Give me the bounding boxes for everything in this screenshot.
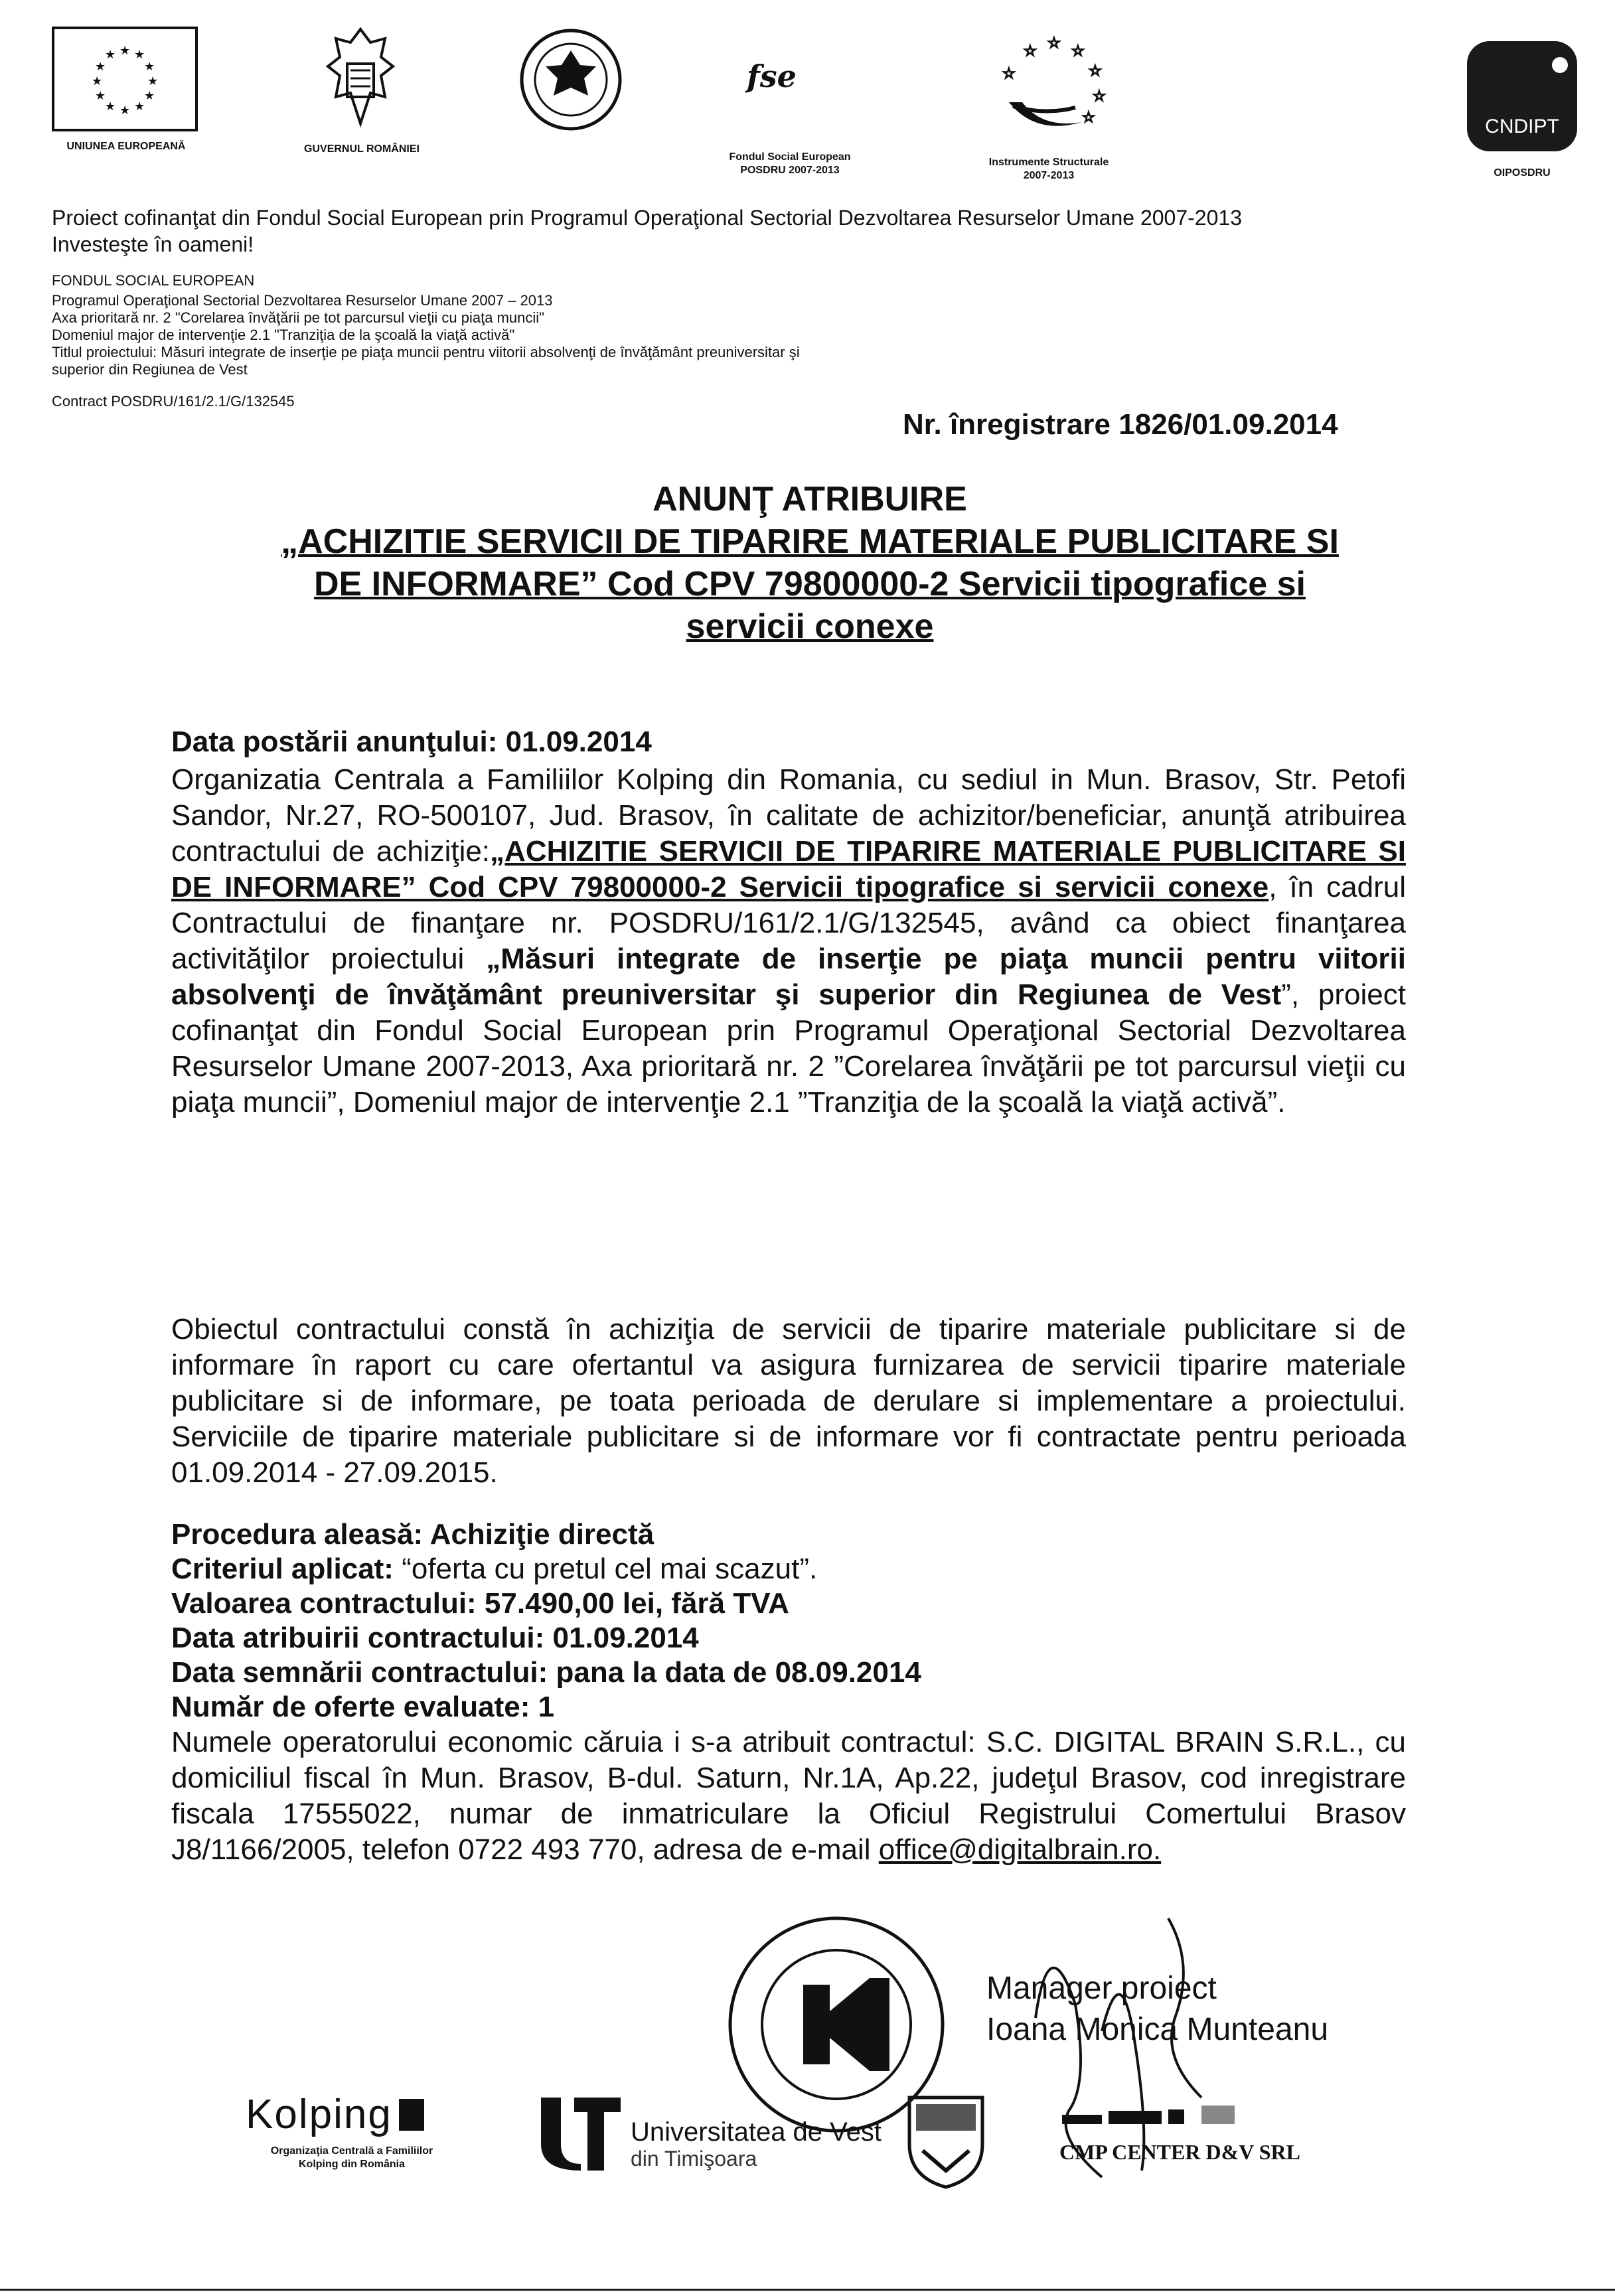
cofinanced-line: Proiect cofinanţat din Fondul Social European prin Programul Operaţional Sectorial Dezvoltarea Resurselor Umane 2007-2013: [52, 206, 1242, 230]
cmp-name: CMP CENTER D&V SRL: [1059, 2140, 1300, 2164]
fse-caption-1: Fondul Social European: [729, 151, 851, 163]
manager-role: Manager proiect: [986, 1971, 1217, 2006]
cndipt-logo: [1467, 41, 1577, 151]
svg-text:☆: ☆: [1047, 35, 1061, 52]
eu-stars-icon: [54, 29, 195, 129]
cmp-logo-bars-icon: [1062, 2103, 1248, 2129]
contract-line: Contract POSDRU/161/2.1/G/132545: [52, 393, 295, 410]
signing-date: Data semnării contractului: pana la data de 08.09.2014: [171, 1656, 921, 1689]
axa-line: Axa prioritară nr. 2 "Corelarea învăţării pe tot parcursul vieţii cu piaţa muncii": [52, 309, 544, 326]
svg-text:☆: ☆: [1002, 66, 1016, 82]
svg-text:☆: ☆: [1093, 88, 1106, 105]
offers-count: Număr de oferte evaluate: 1: [171, 1691, 555, 1723]
project-title-line-1: Titlul proiectului: Măsuri integrate de inserţie pe piaţa muncii pentru viitorii absolvenţi de învăţământ preuniversitar şi: [52, 344, 800, 360]
p1-project-name: „Măsuri integrate de inserţie pe piaţa muncii pentru viitorii absolvenţi de învăţământ preuniversitar şi superior din Regiunea de Vest: [171, 943, 1406, 1011]
government-caption: GUVERNUL ROMÂNIEI: [304, 143, 420, 155]
partner-crest-icon: [903, 2091, 989, 2190]
p1-cofinancing: ”, proiect cofinanţat din Fondul Social European prin Programul Operaţional Sectorial Dezvoltarea Resurselor Umane 2007-2013, Axa prioritară nr. 2 ”Corelarea învăţării pe tot parcursul vieţii cu piaţa muncii”, Domeniul major de intervenţie 2.1 ”Tranziţia de la şcoală la viaţă activă”.: [171, 978, 1406, 1118]
uvt-name-2: din Timişoara: [631, 2147, 757, 2171]
winner-email-link[interactable]: office@digitalbrain.ro.: [878, 1833, 1162, 1866]
posting-date: Data postării anunţului: 01.09.2014: [171, 726, 652, 758]
kolping-wordmark: Kolping: [246, 2092, 392, 2137]
paragraph-award: [171, 762, 1406, 1120]
p1-intro: Organizatia Centrala a Familiilor Kolping din Romania, cu sediul in Mun. Brasov, Str. Petofi Sandor, Nr.27, RO-500107, Jud. Brasov, în calitate de achizitor/beneficiar, anunţă atribuirea contractului de achiziţie:: [171, 763, 1406, 868]
fse-caption-2: POSDRU 2007-2013: [740, 165, 840, 176]
manager-name: Ioana Monica Munteanu: [986, 2012, 1329, 2047]
romania-seal-icon: [518, 27, 624, 133]
svg-text:☆: ☆: [1024, 43, 1037, 60]
paragraph-winner: [171, 1724, 1406, 1868]
cndipt-text: CNDIPT: [1485, 115, 1559, 137]
kolping-logo: [246, 2091, 424, 2138]
svg-text:★: ★: [134, 48, 145, 62]
procedure: Procedura aleasă: Achiziţie directă: [171, 1518, 654, 1551]
stamp-text: [750, 2011, 923, 2030]
svg-text:★: ★: [119, 104, 131, 117]
title-line-4: servicii conexe: [686, 607, 934, 646]
eu-logo: [52, 27, 198, 131]
p3-winner-details: Numele operatorului economic căruia i s-a atribuit contractul: S.C. DIGITAL BRAIN S.R.L., cu domiciliul fiscal în Mun. Brasov, B-dul. Saturn, Nr.1A, Ap.22, judeţul Brasov, cod inregistrare fiscala 17555022, numar de inmatriculare la Oficiul Registrului Comertului Brasov J8/1166/2005, telefon 0722 493 770, adresa de e-mail: [171, 1726, 1406, 1866]
oiposdru-caption: OIPOSDRU: [1494, 167, 1551, 179]
kolping-sub-1: Organizaţia Centrală a Familiilor: [270, 2145, 433, 2157]
fse-line: FONDUL SOCIAL EUROPEAN: [52, 272, 255, 289]
criterion: [171, 1552, 1406, 1586]
svg-text:★: ★: [119, 44, 131, 58]
svg-text:☆: ☆: [1082, 110, 1095, 126]
domeniu-line: Domeniul major de intervenţie 2.1 "Tranziţia de la şcoală la viaţă activă": [52, 327, 515, 343]
svg-text:★: ★: [105, 48, 116, 62]
svg-text:★: ★: [147, 74, 159, 88]
paragraph-object: Obiectul contractului constă în achiziţia de servicii de tiparire materiale publicitare si de informare în raport cu care ofertantul va asigura furnizarea de servicii tiparire materiale publicitare si de informare, pe toata perioada de derulare si implementare a proiectului. Serviciile de tiparire materiale publicitare si de informare vor fi contractate pentru perioada 01.09.2014 - 27.09.2015.: [171, 1313, 1406, 1489]
pos-line: Programul Operaţional Sectorial Dezvoltarea Resurselor Umane 2007 – 2013: [52, 292, 553, 309]
project-title-line-2: superior din Regiunea de Vest: [52, 361, 248, 378]
svg-text:☆: ☆: [1071, 43, 1085, 60]
award-details: [171, 1517, 1406, 1724]
svg-text:★: ★: [95, 60, 106, 74]
cndipt-dot-icon: [1552, 57, 1568, 73]
svg-text:★: ★: [105, 100, 116, 114]
svg-text:★: ★: [92, 74, 103, 88]
government-crest-icon: [324, 24, 397, 130]
is-caption-2: 2007-2013: [1023, 170, 1075, 181]
title-line-3: DE INFORMARE” Cod CPV 79800000-2 Servicii tipografice si: [313, 565, 1306, 603]
svg-text:★: ★: [95, 89, 106, 103]
p1-financing: , în cadrul Contractului de finanţare nr. POSDRU/161/2.1/G/132545, având ca obiect finanţarea activităţilor proiectului: [171, 871, 1407, 975]
invest-line: Investeşte în oameni!: [52, 232, 254, 256]
title-line-2: „ACHIZITIE SERVICII DE TIPARIRE MATERIALE PUBLICITARE SI: [281, 522, 1339, 561]
svg-text:★: ★: [134, 100, 145, 114]
kolping-square-icon: [399, 2099, 424, 2131]
p1-contract-title: „ACHIZITIE SERVICII DE TIPARIRE MATERIALE PUBLICITARE SI DE INFORMARE” Cod CPV 79800000-2 Servicii tipografice si servicii conexe: [171, 835, 1406, 903]
fse-logo: fse: [747, 58, 797, 94]
uvt-emblem-icon: [534, 2091, 627, 2177]
title-line-1: ANUNŢ ATRIBUIRE: [653, 480, 967, 518]
registration-number: Nr. înregistrare 1826/01.09.2014: [903, 408, 1338, 441]
svg-text:★: ★: [144, 89, 155, 103]
notice-title: [100, 478, 1520, 648]
svg-text:☆: ☆: [1089, 63, 1102, 80]
uvt-name-1: Universitatea de Vest: [631, 2117, 882, 2147]
is-caption-1: Instrumente Structurale: [988, 157, 1109, 168]
svg-text:★: ★: [144, 60, 155, 74]
kolping-sub-2: Kolping din România: [299, 2159, 405, 2170]
eu-caption: UNIUNEA EUROPEANĂ: [66, 141, 186, 152]
structural-instruments-icon: [982, 29, 1115, 149]
criterion-value: “oferta cu pretul cel mai scazut”.: [393, 1553, 818, 1585]
award-date: Data atribuirii contractului: 01.09.2014: [171, 1622, 699, 1654]
contract-value: Valoarea contractului: 57.490,00 lei, fără TVA: [171, 1587, 789, 1620]
criterion-label: Criteriul aplicat:: [171, 1553, 394, 1585]
bottom-rule: [0, 2289, 1615, 2291]
